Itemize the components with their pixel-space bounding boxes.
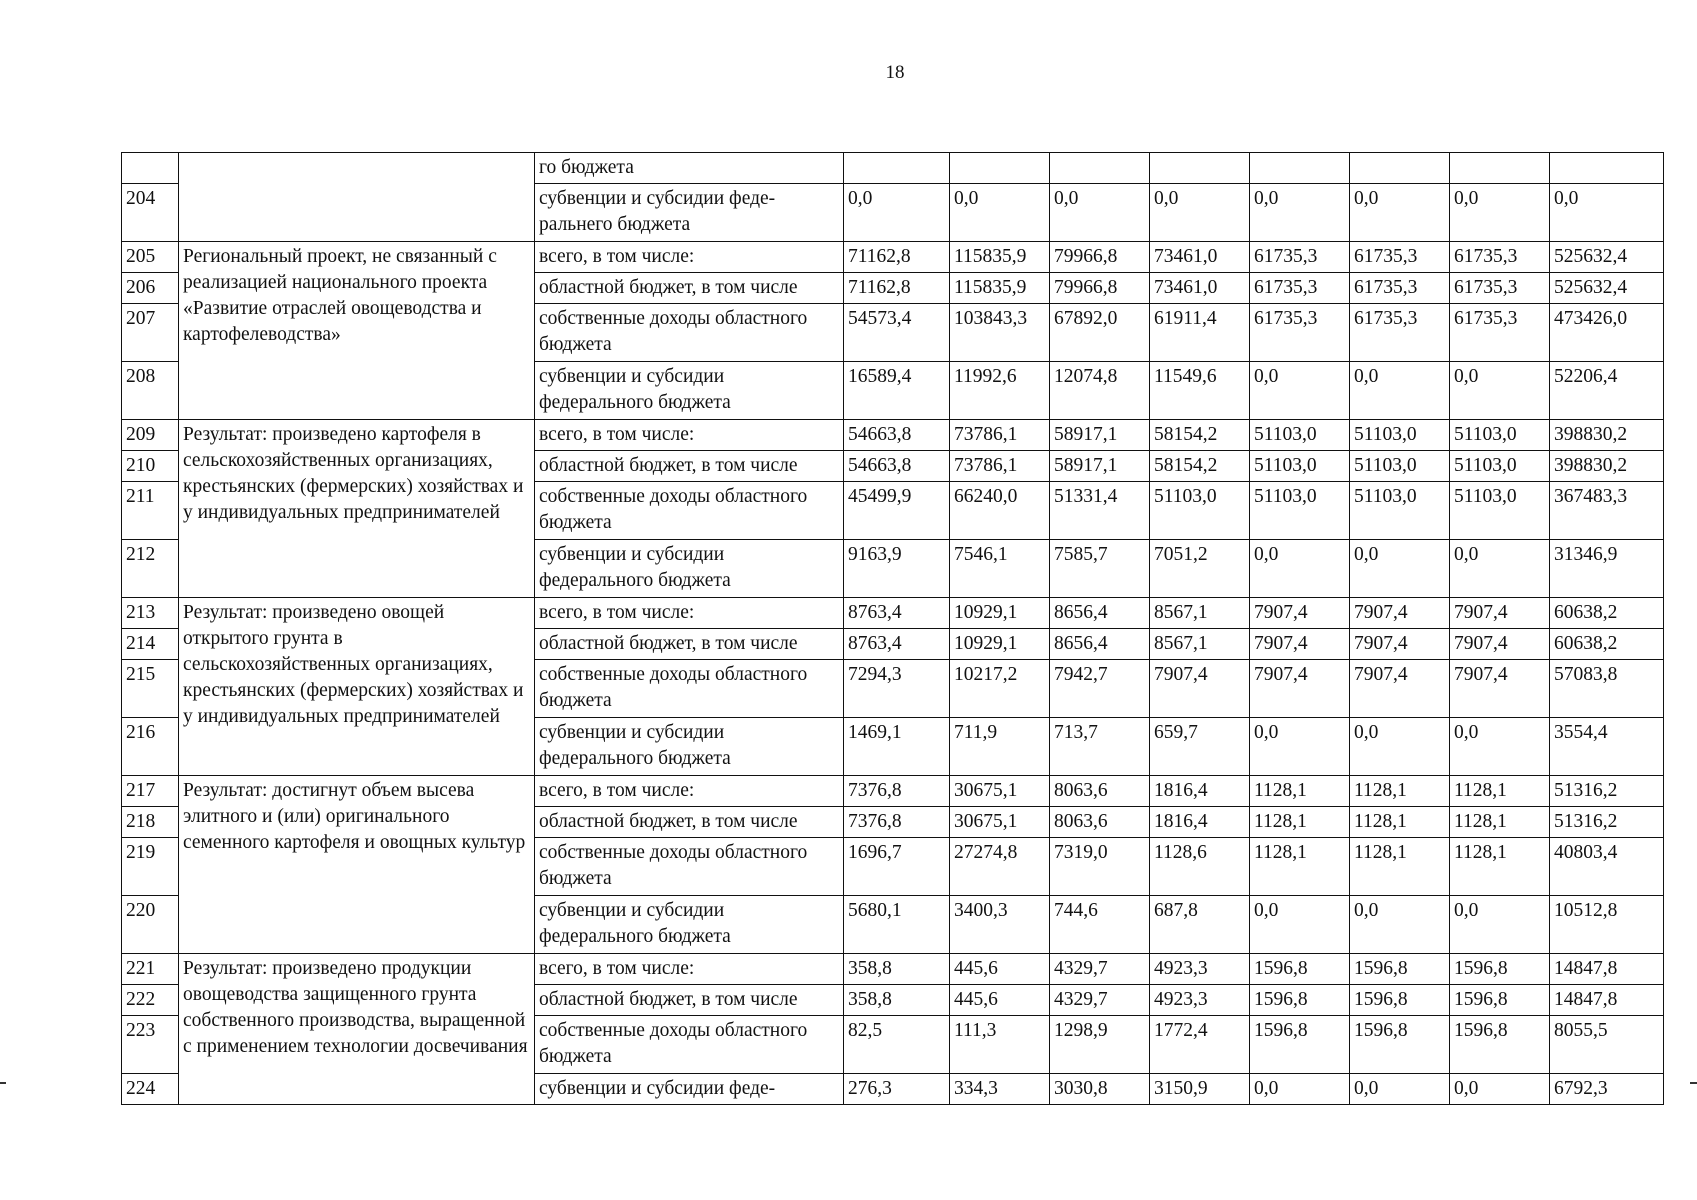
value-cell: 61735,3 bbox=[1450, 273, 1550, 304]
value-cell: 4329,7 bbox=[1050, 985, 1150, 1016]
value-cell: 40803,4 bbox=[1550, 838, 1664, 896]
value-cell: 1596,8 bbox=[1350, 985, 1450, 1016]
value-cell: 11549,6 bbox=[1150, 362, 1250, 420]
value-cell: 1596,8 bbox=[1350, 954, 1450, 985]
value-cell: 61735,3 bbox=[1250, 242, 1350, 273]
value-cell: 713,7 bbox=[1050, 718, 1150, 776]
value-cell: 51103,0 bbox=[1450, 420, 1550, 451]
value-cell: 61735,3 bbox=[1250, 304, 1350, 362]
value-cell: 659,7 bbox=[1150, 718, 1250, 776]
category-cell: го бюджета bbox=[535, 153, 844, 184]
value-cell: 7942,7 bbox=[1050, 660, 1150, 718]
value-cell: 61735,3 bbox=[1350, 273, 1450, 304]
value-cell bbox=[844, 153, 950, 184]
value-cell: 8656,4 bbox=[1050, 598, 1150, 629]
row-number-cell: 213 bbox=[122, 598, 179, 629]
value-cell: 14847,8 bbox=[1550, 985, 1664, 1016]
row-number-cell: 209 bbox=[122, 420, 179, 451]
value-cell: 11992,6 bbox=[950, 362, 1050, 420]
value-cell bbox=[1250, 153, 1350, 184]
table-row bbox=[122, 598, 1664, 629]
value-cell: 66240,0 bbox=[950, 482, 1050, 540]
value-cell: 1469,1 bbox=[844, 718, 950, 776]
value-cell: 71162,8 bbox=[844, 273, 950, 304]
value-cell: 1596,8 bbox=[1450, 985, 1550, 1016]
value-cell: 7585,7 bbox=[1050, 540, 1150, 598]
value-cell: 103843,3 bbox=[950, 304, 1050, 362]
value-cell: 398830,2 bbox=[1550, 420, 1664, 451]
value-cell: 4329,7 bbox=[1050, 954, 1150, 985]
value-cell: 0,0 bbox=[1350, 184, 1450, 242]
value-cell: 0,0 bbox=[1250, 1074, 1350, 1105]
value-cell: 115835,9 bbox=[950, 273, 1050, 304]
value-cell: 0,0 bbox=[1450, 718, 1550, 776]
value-cell: 358,8 bbox=[844, 985, 950, 1016]
value-cell: 0,0 bbox=[1350, 362, 1450, 420]
value-cell: 51103,0 bbox=[1250, 482, 1350, 540]
value-cell: 0,0 bbox=[1350, 718, 1450, 776]
description-cell: Результат: произведено картофеля в сельскохозяйственных организациях, крестьянских (фермерских) хозяйствах и у индивидуальных предпринимателей bbox=[179, 420, 535, 598]
value-cell: 1596,8 bbox=[1450, 1016, 1550, 1074]
value-cell: 473426,0 bbox=[1550, 304, 1664, 362]
value-cell: 0,0 bbox=[1250, 718, 1350, 776]
value-cell: 8763,4 bbox=[844, 598, 950, 629]
category-cell: областной бюджет, в том числе bbox=[535, 273, 844, 304]
value-cell: 8063,6 bbox=[1050, 807, 1150, 838]
value-cell: 1596,8 bbox=[1250, 954, 1350, 985]
value-cell: 3030,8 bbox=[1050, 1074, 1150, 1105]
value-cell: 73461,0 bbox=[1150, 242, 1250, 273]
row-number-cell: 218 bbox=[122, 807, 179, 838]
value-cell bbox=[950, 153, 1050, 184]
value-cell: 7907,4 bbox=[1450, 598, 1550, 629]
value-cell: 1128,1 bbox=[1250, 776, 1350, 807]
value-cell: 61735,3 bbox=[1450, 242, 1550, 273]
value-cell: 1128,1 bbox=[1450, 776, 1550, 807]
value-cell: 7907,4 bbox=[1250, 660, 1350, 718]
description-cell bbox=[179, 153, 535, 242]
value-cell: 4923,3 bbox=[1150, 954, 1250, 985]
value-cell: 1128,1 bbox=[1350, 807, 1450, 838]
value-cell: 30675,1 bbox=[950, 807, 1050, 838]
value-cell: 0,0 bbox=[950, 184, 1050, 242]
category-cell: субвенции и субсидии федерального бюджета bbox=[535, 896, 844, 954]
value-cell: 398830,2 bbox=[1550, 451, 1664, 482]
value-cell: 7051,2 bbox=[1150, 540, 1250, 598]
value-cell: 0,0 bbox=[1350, 1074, 1450, 1105]
value-cell: 14847,8 bbox=[1550, 954, 1664, 985]
row-number-cell: 217 bbox=[122, 776, 179, 807]
value-cell: 7907,4 bbox=[1450, 629, 1550, 660]
value-cell bbox=[1350, 153, 1450, 184]
value-cell: 31346,9 bbox=[1550, 540, 1664, 598]
value-cell: 276,3 bbox=[844, 1074, 950, 1105]
value-cell: 445,6 bbox=[950, 985, 1050, 1016]
value-cell: 1772,4 bbox=[1150, 1016, 1250, 1074]
value-cell: 334,3 bbox=[950, 1074, 1050, 1105]
value-cell: 61735,3 bbox=[1350, 304, 1450, 362]
value-cell: 27274,8 bbox=[950, 838, 1050, 896]
value-cell: 6792,3 bbox=[1550, 1074, 1664, 1105]
value-cell: 4923,3 bbox=[1150, 985, 1250, 1016]
value-cell: 16589,4 bbox=[844, 362, 950, 420]
value-cell: 1596,8 bbox=[1350, 1016, 1450, 1074]
row-number-cell: 212 bbox=[122, 540, 179, 598]
value-cell: 7376,8 bbox=[844, 776, 950, 807]
row-number-cell: 216 bbox=[122, 718, 179, 776]
row-number-cell: 214 bbox=[122, 629, 179, 660]
row-number-cell: 211 bbox=[122, 482, 179, 540]
value-cell: 1128,6 bbox=[1150, 838, 1250, 896]
budget-table bbox=[121, 152, 1664, 1105]
value-cell: 82,5 bbox=[844, 1016, 950, 1074]
category-cell: субвенции и субсидии феде-ральнего бюджета bbox=[535, 184, 844, 242]
category-cell: областной бюджет, в том числе bbox=[535, 985, 844, 1016]
value-cell: 8763,4 bbox=[844, 629, 950, 660]
value-cell: 7907,4 bbox=[1350, 660, 1450, 718]
row-number-cell: 215 bbox=[122, 660, 179, 718]
value-cell: 0,0 bbox=[1450, 896, 1550, 954]
value-cell: 711,9 bbox=[950, 718, 1050, 776]
value-cell: 61735,3 bbox=[1450, 304, 1550, 362]
value-cell: 12074,8 bbox=[1050, 362, 1150, 420]
value-cell: 51316,2 bbox=[1550, 776, 1664, 807]
category-cell: областной бюджет, в том числе bbox=[535, 807, 844, 838]
category-cell: областной бюджет, в том числе bbox=[535, 451, 844, 482]
value-cell: 7319,0 bbox=[1050, 838, 1150, 896]
value-cell: 54663,8 bbox=[844, 420, 950, 451]
category-cell: субвенции и субсидии федерального бюджета bbox=[535, 362, 844, 420]
value-cell: 54573,4 bbox=[844, 304, 950, 362]
value-cell: 1128,1 bbox=[1450, 807, 1550, 838]
value-cell: 115835,9 bbox=[950, 242, 1050, 273]
value-cell: 79966,8 bbox=[1050, 242, 1150, 273]
value-cell: 3400,3 bbox=[950, 896, 1050, 954]
value-cell: 0,0 bbox=[1450, 362, 1550, 420]
value-cell: 0,0 bbox=[1250, 540, 1350, 598]
value-cell: 1128,1 bbox=[1450, 838, 1550, 896]
category-cell: всего, в том числе: bbox=[535, 420, 844, 451]
value-cell: 51103,0 bbox=[1450, 451, 1550, 482]
value-cell: 1596,8 bbox=[1450, 954, 1550, 985]
value-cell: 61911,4 bbox=[1150, 304, 1250, 362]
value-cell: 8567,1 bbox=[1150, 598, 1250, 629]
value-cell: 0,0 bbox=[1250, 184, 1350, 242]
category-cell: субвенции и субсидии феде- bbox=[535, 1074, 844, 1105]
table-row bbox=[122, 954, 1664, 985]
value-cell: 0,0 bbox=[1350, 540, 1450, 598]
row-number-cell bbox=[122, 153, 179, 184]
category-cell: собственные доходы областного бюджета bbox=[535, 1016, 844, 1074]
value-cell: 0,0 bbox=[1450, 1074, 1550, 1105]
value-cell: 60638,2 bbox=[1550, 629, 1664, 660]
value-cell: 525632,4 bbox=[1550, 242, 1664, 273]
row-number-cell: 210 bbox=[122, 451, 179, 482]
value-cell: 0,0 bbox=[844, 184, 950, 242]
value-cell: 51103,0 bbox=[1350, 451, 1450, 482]
value-cell: 73786,1 bbox=[950, 451, 1050, 482]
value-cell: 1816,4 bbox=[1150, 807, 1250, 838]
value-cell: 51103,0 bbox=[1250, 451, 1350, 482]
category-cell: всего, в том числе: bbox=[535, 242, 844, 273]
row-number-cell: 204 bbox=[122, 184, 179, 242]
value-cell: 7294,3 bbox=[844, 660, 950, 718]
category-cell: субвенции и субсидии федерального бюджета bbox=[535, 718, 844, 776]
value-cell: 0,0 bbox=[1050, 184, 1150, 242]
value-cell: 8656,4 bbox=[1050, 629, 1150, 660]
value-cell: 58917,1 bbox=[1050, 451, 1150, 482]
value-cell: 60638,2 bbox=[1550, 598, 1664, 629]
category-cell: собственные доходы областного бюджета bbox=[535, 838, 844, 896]
value-cell: 0,0 bbox=[1350, 896, 1450, 954]
value-cell: 8567,1 bbox=[1150, 629, 1250, 660]
value-cell: 445,6 bbox=[950, 954, 1050, 985]
description-cell: Результат: произведено овощей открытого грунта в сельскохозяйственных организациях, крестьянских (фермерских) хозяйствах и у индивидуальных предпринимателей bbox=[179, 598, 535, 776]
value-cell: 51103,0 bbox=[1150, 482, 1250, 540]
row-number-cell: 222 bbox=[122, 985, 179, 1016]
value-cell: 0,0 bbox=[1250, 362, 1350, 420]
value-cell: 7907,4 bbox=[1150, 660, 1250, 718]
left-margin-mark bbox=[0, 1082, 6, 1084]
value-cell: 10929,1 bbox=[950, 629, 1050, 660]
value-cell: 1298,9 bbox=[1050, 1016, 1150, 1074]
value-cell: 73786,1 bbox=[950, 420, 1050, 451]
description-cell: Результат: произведено продукции овощеводства защищенного грунта собственного производства, выращенной с применением технологии досвечивания bbox=[179, 954, 535, 1105]
value-cell: 7907,4 bbox=[1350, 629, 1450, 660]
value-cell: 525632,4 bbox=[1550, 273, 1664, 304]
value-cell: 9163,9 bbox=[844, 540, 950, 598]
row-number-cell: 220 bbox=[122, 896, 179, 954]
value-cell: 8055,5 bbox=[1550, 1016, 1664, 1074]
table-row bbox=[122, 420, 1664, 451]
table-row-continuation bbox=[122, 153, 1664, 184]
value-cell: 1696,7 bbox=[844, 838, 950, 896]
category-cell: собственные доходы областного бюджета bbox=[535, 304, 844, 362]
row-number-cell: 205 bbox=[122, 242, 179, 273]
row-number-cell: 208 bbox=[122, 362, 179, 420]
row-number-cell: 206 bbox=[122, 273, 179, 304]
value-cell: 7376,8 bbox=[844, 807, 950, 838]
table-row bbox=[122, 242, 1664, 273]
value-cell: 1128,1 bbox=[1350, 776, 1450, 807]
value-cell: 367483,3 bbox=[1550, 482, 1664, 540]
value-cell bbox=[1450, 153, 1550, 184]
value-cell: 58154,2 bbox=[1150, 451, 1250, 482]
row-number-cell: 221 bbox=[122, 954, 179, 985]
description-cell: Региональный проект, не связанный с реализацией национального проекта «Развитие отраслей овощеводства и картофелеводства» bbox=[179, 242, 535, 420]
value-cell: 1128,1 bbox=[1350, 838, 1450, 896]
value-cell: 51316,2 bbox=[1550, 807, 1664, 838]
value-cell: 58917,1 bbox=[1050, 420, 1150, 451]
category-cell: субвенции и субсидии федерального бюджета bbox=[535, 540, 844, 598]
category-cell: собственные доходы областного бюджета bbox=[535, 660, 844, 718]
value-cell: 3150,9 bbox=[1150, 1074, 1250, 1105]
value-cell bbox=[1050, 153, 1150, 184]
value-cell: 1596,8 bbox=[1250, 1016, 1350, 1074]
value-cell: 79966,8 bbox=[1050, 273, 1150, 304]
value-cell: 54663,8 bbox=[844, 451, 950, 482]
value-cell: 0,0 bbox=[1450, 184, 1550, 242]
category-cell: всего, в том числе: bbox=[535, 776, 844, 807]
table-row bbox=[122, 776, 1664, 807]
value-cell: 45499,9 bbox=[844, 482, 950, 540]
value-cell: 1128,1 bbox=[1250, 838, 1350, 896]
row-number-cell: 207 bbox=[122, 304, 179, 362]
value-cell: 7907,4 bbox=[1350, 598, 1450, 629]
value-cell: 51331,4 bbox=[1050, 482, 1150, 540]
value-cell: 0,0 bbox=[1150, 184, 1250, 242]
value-cell: 5680,1 bbox=[844, 896, 950, 954]
value-cell: 7907,4 bbox=[1250, 598, 1350, 629]
value-cell: 1128,1 bbox=[1250, 807, 1350, 838]
category-cell: собственные доходы областного бюджета bbox=[535, 482, 844, 540]
value-cell: 71162,8 bbox=[844, 242, 950, 273]
value-cell: 687,8 bbox=[1150, 896, 1250, 954]
value-cell: 744,6 bbox=[1050, 896, 1150, 954]
category-cell: всего, в том числе: bbox=[535, 954, 844, 985]
value-cell bbox=[1150, 153, 1250, 184]
row-number-cell: 224 bbox=[122, 1074, 179, 1105]
row-number-cell: 219 bbox=[122, 838, 179, 896]
value-cell: 10929,1 bbox=[950, 598, 1050, 629]
category-cell: областной бюджет, в том числе bbox=[535, 629, 844, 660]
value-cell: 57083,8 bbox=[1550, 660, 1664, 718]
value-cell: 73461,0 bbox=[1150, 273, 1250, 304]
value-cell: 58154,2 bbox=[1150, 420, 1250, 451]
value-cell: 51103,0 bbox=[1350, 420, 1450, 451]
value-cell: 30675,1 bbox=[950, 776, 1050, 807]
value-cell: 0,0 bbox=[1250, 896, 1350, 954]
value-cell: 0,0 bbox=[1450, 540, 1550, 598]
description-cell: Результат: достигнут объем высева элитного и (или) оригинального семенного картофеля и овощных культур bbox=[179, 776, 535, 954]
value-cell: 0,0 bbox=[1550, 184, 1664, 242]
value-cell bbox=[1550, 153, 1664, 184]
category-cell: всего, в том числе: bbox=[535, 598, 844, 629]
value-cell: 51103,0 bbox=[1250, 420, 1350, 451]
budget-table-body bbox=[122, 153, 1664, 1105]
value-cell: 8063,6 bbox=[1050, 776, 1150, 807]
value-cell: 111,3 bbox=[950, 1016, 1050, 1074]
value-cell: 67892,0 bbox=[1050, 304, 1150, 362]
value-cell: 51103,0 bbox=[1450, 482, 1550, 540]
value-cell: 7907,4 bbox=[1250, 629, 1350, 660]
value-cell: 7907,4 bbox=[1450, 660, 1550, 718]
row-number-cell: 223 bbox=[122, 1016, 179, 1074]
value-cell: 1816,4 bbox=[1150, 776, 1250, 807]
value-cell: 61735,3 bbox=[1350, 242, 1450, 273]
value-cell: 7546,1 bbox=[950, 540, 1050, 598]
value-cell: 61735,3 bbox=[1250, 273, 1350, 304]
value-cell: 3554,4 bbox=[1550, 718, 1664, 776]
value-cell: 51103,0 bbox=[1350, 482, 1450, 540]
value-cell: 52206,4 bbox=[1550, 362, 1664, 420]
right-margin-mark bbox=[1690, 1082, 1697, 1084]
value-cell: 10217,2 bbox=[950, 660, 1050, 718]
page-number: 18 bbox=[885, 62, 905, 83]
value-cell: 1596,8 bbox=[1250, 985, 1350, 1016]
value-cell: 358,8 bbox=[844, 954, 950, 985]
value-cell: 10512,8 bbox=[1550, 896, 1664, 954]
